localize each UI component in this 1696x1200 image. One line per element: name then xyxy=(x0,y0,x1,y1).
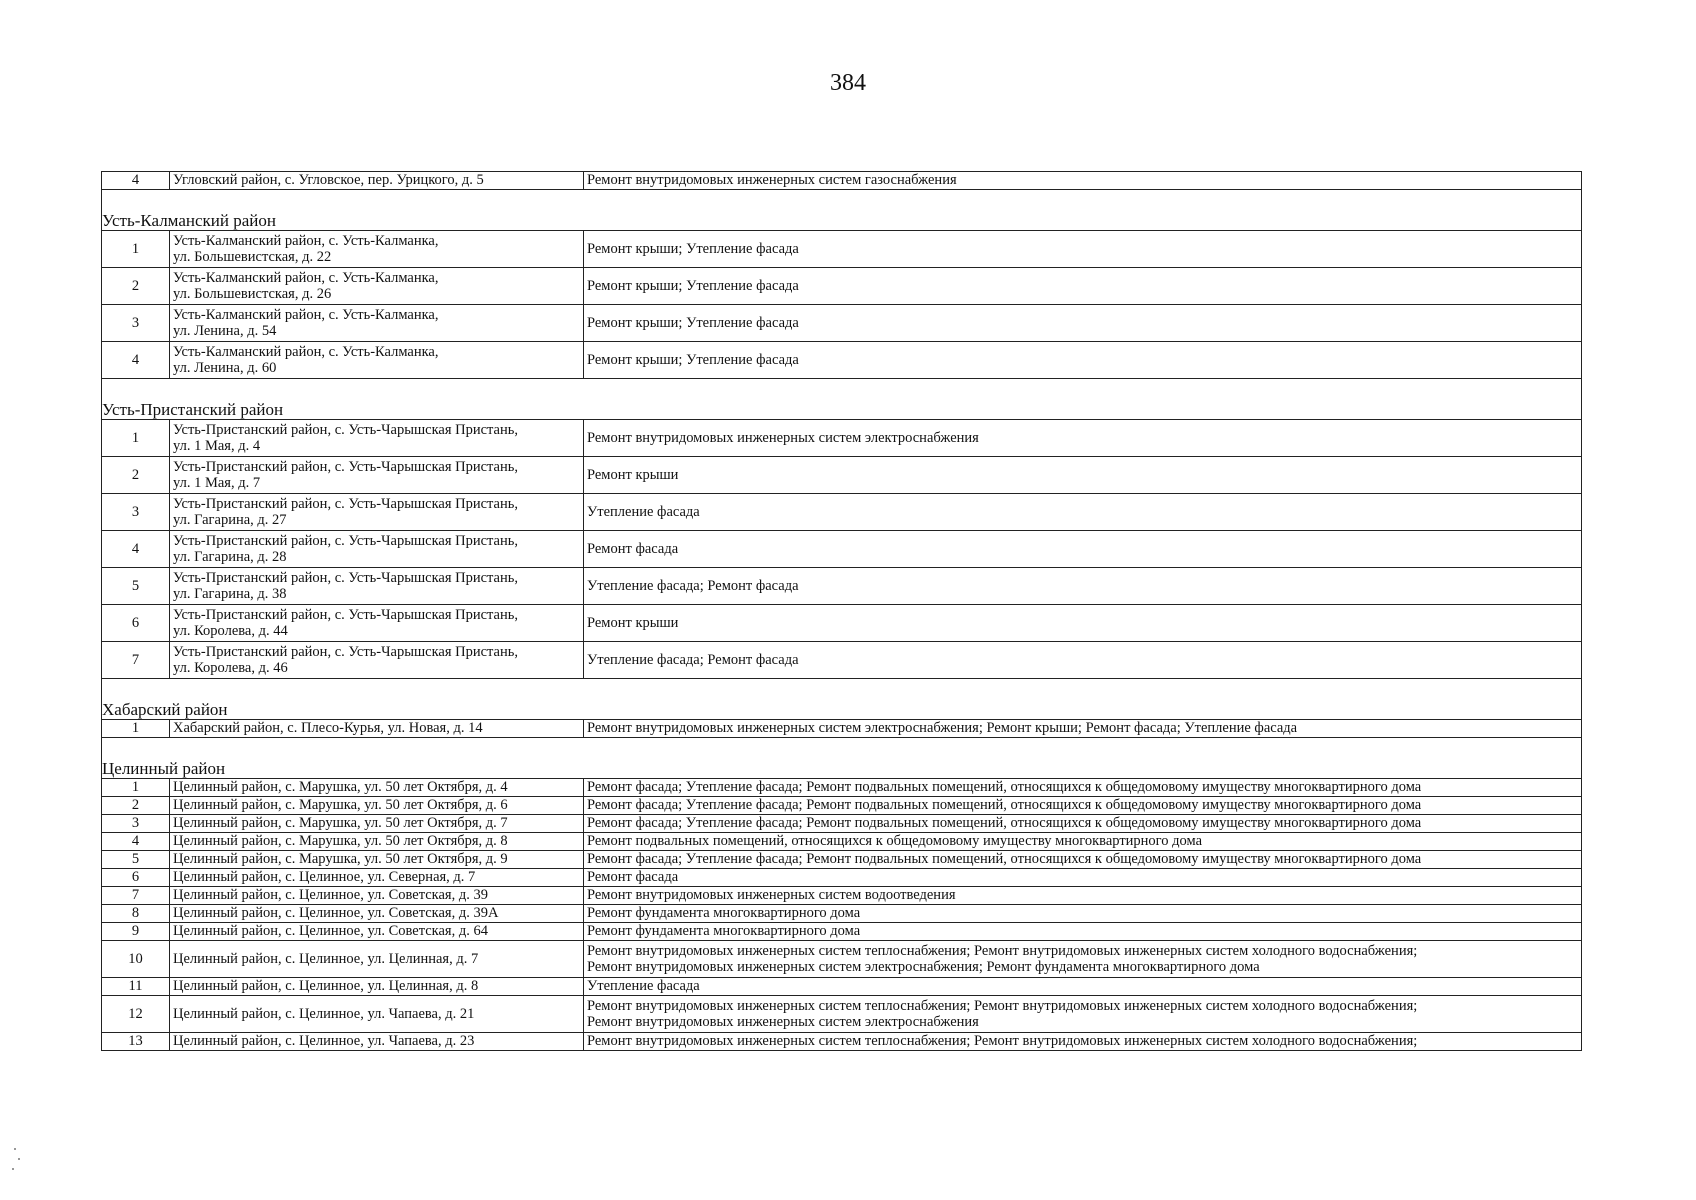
section-row xyxy=(102,679,1582,720)
works-cell xyxy=(584,869,1582,887)
table-row xyxy=(102,815,1582,833)
page-number: 384 xyxy=(830,70,866,96)
address-cell xyxy=(170,172,584,190)
row-number: 2 xyxy=(102,797,170,815)
row-number: 1 xyxy=(102,231,170,268)
row-number: 1 xyxy=(102,420,170,457)
works-line: Ремонт внутридомовых инженерных систем теплоснабжения; Ремонт внутридомовых инженерных систем холодного водоснабжения; xyxy=(587,943,1418,959)
address-cell xyxy=(170,1033,584,1051)
works-cell xyxy=(584,268,1582,305)
address-line: ул. Гагарина, д. 27 xyxy=(173,512,287,528)
works-cell xyxy=(584,905,1582,923)
row-number: 7 xyxy=(102,887,170,905)
table-row xyxy=(102,905,1582,923)
table-row xyxy=(102,923,1582,941)
works-cell xyxy=(584,305,1582,342)
address-line: Целинный район, с. Целинное, ул. Советская, д. 64 xyxy=(173,923,488,939)
address-cell xyxy=(170,720,584,738)
table-row xyxy=(102,342,1582,379)
address-line: Усть-Калманский район, с. Усть-Калманка, xyxy=(173,270,439,286)
address-line: ул. Большевистская, д. 26 xyxy=(173,286,332,302)
address-cell xyxy=(170,305,584,342)
row-number: 3 xyxy=(102,305,170,342)
address-cell xyxy=(170,531,584,568)
works-cell xyxy=(584,642,1582,679)
address-cell xyxy=(170,605,584,642)
table-row xyxy=(102,941,1582,978)
row-number: 8 xyxy=(102,905,170,923)
row-number: 9 xyxy=(102,923,170,941)
works-cell xyxy=(584,494,1582,531)
table-row xyxy=(102,978,1582,996)
table-row xyxy=(102,797,1582,815)
address-line: Усть-Пристанский район, с. Усть-Чарышская Пристань, xyxy=(173,422,518,438)
works-cell xyxy=(584,978,1582,996)
row-number: 4 xyxy=(102,172,170,190)
address-line: Целинный район, с. Целинное, ул. Чапаева, д. 21 xyxy=(173,1006,475,1022)
address-line: Усть-Пристанский район, с. Усть-Чарышская Пристань, xyxy=(173,607,518,623)
table-row xyxy=(102,531,1582,568)
scan-artifact xyxy=(12,1168,14,1170)
address-cell xyxy=(170,887,584,905)
table-body xyxy=(102,172,1582,1051)
works-line: Ремонт фасада xyxy=(587,869,679,885)
address-line: Целинный район, с. Целинное, ул. Целинная, д. 7 xyxy=(173,951,479,967)
works-line: Ремонт внутридомовых инженерных систем электроснабжения xyxy=(587,1014,979,1030)
address-line: Угловский район, с. Угловское, пер. Урицкого, д. 5 xyxy=(173,172,484,188)
row-number: 4 xyxy=(102,531,170,568)
address-cell xyxy=(170,797,584,815)
works-line: Ремонт внутридомовых инженерных систем теплоснабжения; Ремонт внутридомовых инженерных систем холодного водоснабжения; xyxy=(587,998,1418,1014)
address-cell xyxy=(170,851,584,869)
address-cell xyxy=(170,494,584,531)
repair-works-table xyxy=(101,171,1582,1051)
address-cell xyxy=(170,568,584,605)
works-cell xyxy=(584,996,1582,1033)
address-line: ул. Гагарина, д. 38 xyxy=(173,586,287,602)
table-row xyxy=(102,887,1582,905)
works-cell xyxy=(584,1033,1582,1051)
address-line: ул. Большевистская, д. 22 xyxy=(173,249,332,265)
works-line: Ремонт крыши; Утепление фасада xyxy=(587,241,799,257)
works-line: Утепление фасада xyxy=(587,504,700,520)
address-line: Усть-Пристанский район, с. Усть-Чарышская Пристань, xyxy=(173,644,518,660)
address-line: Целинный район, с. Марушка, ул. 50 лет Октября, д. 6 xyxy=(173,797,508,813)
address-cell xyxy=(170,905,584,923)
table-row xyxy=(102,1033,1582,1051)
section-row xyxy=(102,738,1582,779)
address-line: ул. Королева, д. 46 xyxy=(173,660,288,676)
table-row xyxy=(102,268,1582,305)
table-row xyxy=(102,996,1582,1033)
address-cell xyxy=(170,978,584,996)
address-cell xyxy=(170,996,584,1033)
table-row xyxy=(102,851,1582,869)
section-row xyxy=(102,190,1582,231)
table-row xyxy=(102,494,1582,531)
section-title: Хабарский район xyxy=(102,679,1582,720)
address-line: Целинный район, с. Целинное, ул. Чапаева, д. 23 xyxy=(173,1033,475,1049)
works-line: Ремонт фундамента многоквартирного дома xyxy=(587,923,861,939)
works-line: Ремонт внутридомовых инженерных систем электроснабжения; Ремонт фундамента многоквартирного дома xyxy=(587,959,1260,975)
works-cell xyxy=(584,779,1582,797)
table-row xyxy=(102,779,1582,797)
works-cell xyxy=(584,887,1582,905)
row-number: 12 xyxy=(102,996,170,1033)
works-cell xyxy=(584,531,1582,568)
address-line: Целинный район, с. Целинное, ул. Советская, д. 39А xyxy=(173,905,499,921)
scan-artifact xyxy=(14,1148,16,1150)
address-line: ул. Ленина, д. 54 xyxy=(173,323,277,339)
works-cell xyxy=(584,457,1582,494)
works-line: Ремонт внутридомовых инженерных систем газоснабжения xyxy=(587,172,957,188)
address-cell xyxy=(170,815,584,833)
row-number: 2 xyxy=(102,268,170,305)
works-cell xyxy=(584,851,1582,869)
address-line: ул. 1 Мая, д. 4 xyxy=(173,438,261,454)
works-line: Ремонт фасада xyxy=(587,541,679,557)
address-cell xyxy=(170,923,584,941)
works-line: Ремонт крыши xyxy=(587,467,679,483)
address-line: Целинный район, с. Целинное, ул. Северная, д. 7 xyxy=(173,869,476,885)
address-cell xyxy=(170,420,584,457)
row-number: 10 xyxy=(102,941,170,978)
works-line: Ремонт фасада; Утепление фасада; Ремонт подвальных помещений, относящихся к общедомовому имуществу многоквартирного дома xyxy=(587,797,1422,813)
works-cell xyxy=(584,568,1582,605)
address-line: Целинный район, с. Марушка, ул. 50 лет Октября, д. 7 xyxy=(173,815,508,831)
table-row xyxy=(102,568,1582,605)
section-title: Усть-Калманский район xyxy=(102,190,1582,231)
address-line: Усть-Пристанский район, с. Усть-Чарышская Пристань, xyxy=(173,533,518,549)
row-number: 11 xyxy=(102,978,170,996)
address-line: Усть-Пристанский район, с. Усть-Чарышская Пристань, xyxy=(173,496,518,512)
address-line: ул. 1 Мая, д. 7 xyxy=(173,475,261,491)
works-cell xyxy=(584,420,1582,457)
address-line: Целинный район, с. Целинное, ул. Целинная, д. 8 xyxy=(173,978,479,994)
address-line: Целинный район, с. Целинное, ул. Советская, д. 39 xyxy=(173,887,488,903)
works-cell xyxy=(584,815,1582,833)
address-line: ул. Гагарина, д. 28 xyxy=(173,549,287,565)
works-line: Ремонт крыши; Утепление фасада xyxy=(587,352,799,368)
row-number: 3 xyxy=(102,815,170,833)
row-number: 2 xyxy=(102,457,170,494)
address-cell xyxy=(170,833,584,851)
table-row xyxy=(102,720,1582,738)
works-line: Ремонт крыши xyxy=(587,615,679,631)
address-cell xyxy=(170,268,584,305)
table-row xyxy=(102,642,1582,679)
address-line: Целинный район, с. Марушка, ул. 50 лет Октября, д. 4 xyxy=(173,779,508,795)
row-number: 6 xyxy=(102,605,170,642)
works-line: Ремонт крыши; Утепление фасада xyxy=(587,278,799,294)
works-line: Ремонт внутридомовых инженерных систем электроснабжения; Ремонт крыши; Ремонт фасада; Утепление фасада xyxy=(587,720,1298,736)
address-line: Целинный район, с. Марушка, ул. 50 лет Октября, д. 9 xyxy=(173,851,508,867)
row-number: 4 xyxy=(102,342,170,379)
row-number: 6 xyxy=(102,869,170,887)
address-line: Усть-Пристанский район, с. Усть-Чарышская Пристань, xyxy=(173,570,518,586)
address-line: Целинный район, с. Марушка, ул. 50 лет Октября, д. 8 xyxy=(173,833,508,849)
address-cell xyxy=(170,457,584,494)
row-number: 4 xyxy=(102,833,170,851)
works-cell xyxy=(584,720,1582,738)
address-line: ул. Ленина, д. 60 xyxy=(173,360,277,376)
works-line: Ремонт фундамента многоквартирного дома xyxy=(587,905,861,921)
row-number: 5 xyxy=(102,851,170,869)
address-cell xyxy=(170,941,584,978)
table-row xyxy=(102,869,1582,887)
address-cell xyxy=(170,642,584,679)
section-title: Целинный район xyxy=(102,738,1582,779)
works-line: Ремонт крыши; Утепление фасада xyxy=(587,315,799,331)
address-cell xyxy=(170,869,584,887)
works-cell xyxy=(584,797,1582,815)
table-row xyxy=(102,231,1582,268)
table-row xyxy=(102,605,1582,642)
works-cell xyxy=(584,342,1582,379)
works-line: Ремонт внутридомовых инженерных систем водоотведения xyxy=(587,887,956,903)
table-row xyxy=(102,457,1582,494)
works-cell xyxy=(584,231,1582,268)
row-number: 13 xyxy=(102,1033,170,1051)
works-cell xyxy=(584,172,1582,190)
address-line: Усть-Калманский район, с. Усть-Калманка, xyxy=(173,307,439,323)
works-line: Ремонт внутридомовых инженерных систем электроснабжения xyxy=(587,430,979,446)
row-number: 1 xyxy=(102,720,170,738)
works-line: Утепление фасада; Ремонт фасада xyxy=(587,652,799,668)
row-number: 1 xyxy=(102,779,170,797)
works-line: Ремонт внутридомовых инженерных систем теплоснабжения; Ремонт внутридомовых инженерных систем холодного водоснабжения; xyxy=(587,1033,1418,1049)
table-row xyxy=(102,305,1582,342)
address-cell xyxy=(170,342,584,379)
row-number: 5 xyxy=(102,568,170,605)
address-line: ул. Королева, д. 44 xyxy=(173,623,288,639)
address-line: Хабарский район, с. Плесо-Курья, ул. Новая, д. 14 xyxy=(173,720,483,736)
works-cell xyxy=(584,833,1582,851)
works-line: Ремонт фасада; Утепление фасада; Ремонт подвальных помещений, относящихся к общедомовому имуществу многоквартирного дома xyxy=(587,815,1422,831)
works-cell xyxy=(584,923,1582,941)
section-title: Усть-Пристанский район xyxy=(102,379,1582,420)
works-line: Ремонт фасада; Утепление фасада; Ремонт подвальных помещений, относящихся к общедомовому имуществу многоквартирного дома xyxy=(587,851,1422,867)
works-cell xyxy=(584,941,1582,978)
address-line: Усть-Пристанский район, с. Усть-Чарышская Пристань, xyxy=(173,459,518,475)
works-line: Утепление фасада; Ремонт фасада xyxy=(587,578,799,594)
row-number: 3 xyxy=(102,494,170,531)
works-line: Ремонт фасада; Утепление фасада; Ремонт подвальных помещений, относящихся к общедомовому имуществу многоквартирного дома xyxy=(587,779,1422,795)
address-line: Усть-Калманский район, с. Усть-Калманка, xyxy=(173,233,439,249)
table-row xyxy=(102,833,1582,851)
row-number: 7 xyxy=(102,642,170,679)
address-cell xyxy=(170,779,584,797)
address-cell xyxy=(170,231,584,268)
scan-artifact xyxy=(18,1158,20,1160)
works-line: Утепление фасада xyxy=(587,978,700,994)
table-row xyxy=(102,172,1582,190)
works-cell xyxy=(584,605,1582,642)
address-line: Усть-Калманский район, с. Усть-Калманка, xyxy=(173,344,439,360)
section-row xyxy=(102,379,1582,420)
table-row xyxy=(102,420,1582,457)
works-line: Ремонт подвальных помещений, относящихся к общедомовому имуществу многоквартирного дома xyxy=(587,833,1203,849)
